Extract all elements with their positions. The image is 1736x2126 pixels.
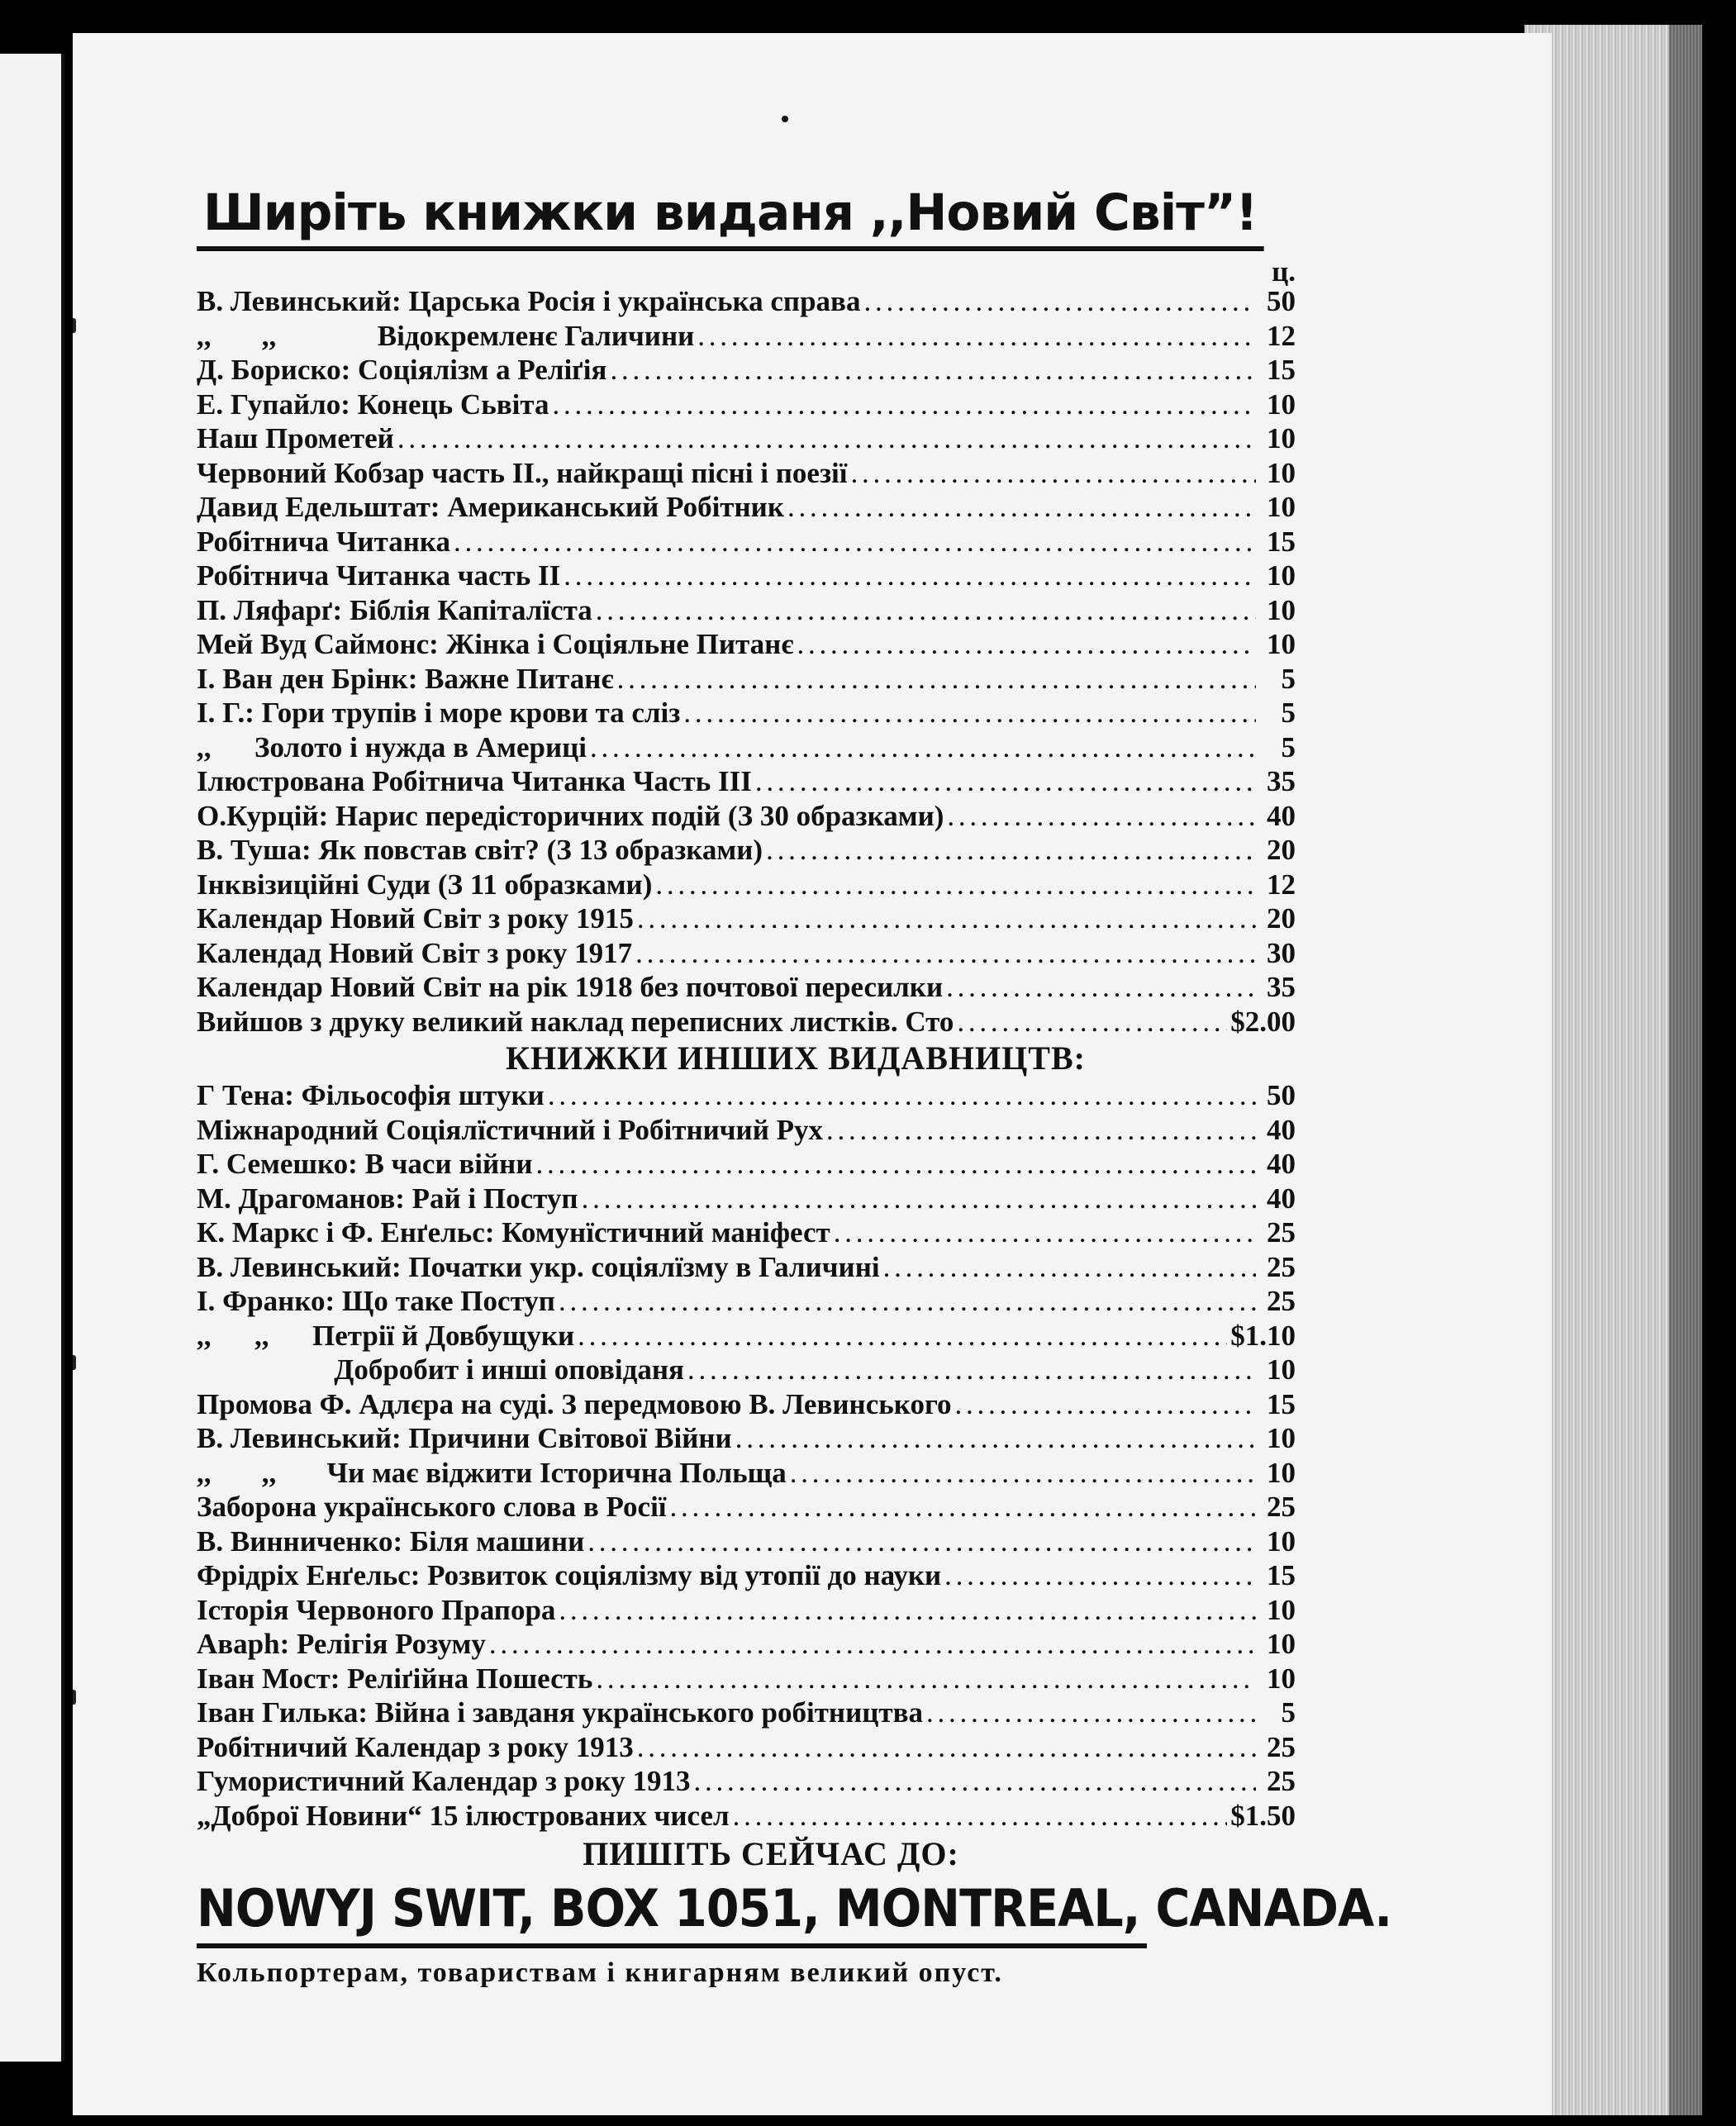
book-row [197,593,1296,628]
book-price: 5 [1281,662,1296,695]
book-price: 15 [1267,354,1296,386]
book-price: 15 [1267,1559,1296,1591]
dot-leader [536,1147,1257,1182]
book-price: 40 [1267,1148,1296,1180]
book-title: В. Левинський: Причини Світової Війни [197,1422,732,1454]
document-page [73,33,1552,2115]
book-price: 10 [1267,1662,1296,1695]
book-price: 20 [1267,834,1296,866]
book-title: Робітничий Календар з року 1913 [197,1730,634,1763]
dot-leader [559,1593,1256,1628]
book-price: 10 [1267,1456,1296,1489]
book-title: Д. Бориско: Соціялізм а Реліґія [197,354,607,386]
book-title: Інквізиційні Суди (З 11 образками) [197,868,653,901]
book-title: Мей Вуд Саймонс: Жінка і Соціяльне Питанє [197,628,794,660]
dot-leader [596,1662,1256,1696]
book-row [197,319,1296,354]
book-price: $1.10 [1230,1319,1296,1352]
book-row [197,1147,1296,1182]
book-row [197,1524,1296,1559]
book-title: В. Винниченко: Біля машини [197,1524,585,1558]
book-price: 10 [1267,491,1296,523]
dot-leader [610,353,1256,388]
book-title: Наш Прометей [197,422,394,454]
book-row [197,868,1296,902]
book-row [197,1558,1296,1593]
book-title: ,, ,, Петрії й Довбущуки [197,1319,575,1352]
mailing-address: NOWYJ SWIT, BOX 1051, MONTREAL, CANADA. [197,1874,1147,1948]
book-row [197,730,1296,765]
book-price: 50 [1267,1079,1296,1111]
book-title: Іван Гилька: Війна і завданя українського робітництва [197,1696,924,1729]
book-row [197,799,1296,834]
book-price: 10 [1267,628,1296,660]
book-title: Календар Новий Світ на рік 1918 без почтової пересилки [197,971,944,1003]
price-column-header: ц. [1272,255,1296,288]
book-title: Робітнича Читанка [197,525,451,558]
dot-leader [454,525,1256,559]
book-title: Історія Червоного Прапора [197,1593,556,1626]
book-row [197,1696,1296,1730]
book-row [197,1627,1296,1662]
book-title: Г Тена: Фільософія штуки [197,1079,545,1111]
book-title: П. Ляфарґ: Біблія Капіталїста [197,593,592,626]
book-row [197,1387,1296,1422]
dot-leader [946,970,1256,1005]
book-title: Аварh: Релігія Розуму [197,1628,486,1660]
book-row [197,1215,1296,1250]
dot-leader [552,388,1256,422]
book-row [197,1113,1296,1148]
book-price: 15 [1267,525,1296,558]
book-row [197,1353,1296,1387]
book-title: Календар Новий Світ з року 1915 [197,902,634,935]
dot-leader [582,1182,1256,1216]
book-title: Г. Семешко: В часи війни [197,1148,533,1180]
dot-leader [733,1799,1228,1833]
margin-mark [73,318,76,333]
dot-leader [735,1421,1256,1456]
advertisement [197,180,1392,1998]
write-now-heading: ПИШІТЬ СЕЙЧАС ДО: [583,1835,959,1872]
dot-leader [635,936,1256,971]
book-row [197,1182,1296,1216]
book-row [197,1456,1296,1491]
book-row [197,388,1296,422]
book-row [197,901,1296,936]
headline: Ширіть книжки виданя ,,Новий Світ”! [197,180,1264,251]
book-row [197,490,1296,525]
dot-leader [637,1730,1256,1765]
book-title: „Доброї Новини“ 15 ілюстрованих чисел [197,1799,730,1832]
book-price: 25 [1267,1216,1296,1248]
dot-leader [755,764,1256,799]
book-row [197,764,1296,799]
book-price: 10 [1267,1524,1296,1558]
book-price: 15 [1267,1387,1296,1420]
book-title: Червоний Кобзар часть II., найкращі пісні і поезії [197,456,848,489]
book-list [197,255,1296,1833]
book-row [197,559,1296,593]
book-price: 5 [1281,697,1296,729]
dot-leader [559,1284,1256,1319]
book-title: І. Франко: Що таке Поступ [197,1285,555,1317]
book-price: 10 [1267,1422,1296,1454]
book-title: ,, ,, Чи має віджити Історична Польща [197,1456,787,1489]
book-price: $1.50 [1230,1799,1296,1832]
book-title: М. Драгоманов: Рай і Поступ [197,1182,578,1215]
book-title: Заборона українського слова в Росії [197,1491,667,1523]
book-row [197,1764,1296,1799]
book-title: О.Курцій: Нарис передісторичних подій (З 30 образками) [197,799,944,832]
dot-leader [687,1353,1256,1387]
book-row [197,1662,1296,1696]
book-price: 30 [1267,936,1296,969]
book-row [197,1593,1296,1628]
dot-leader [697,319,1256,354]
dot-leader [944,1558,1256,1593]
book-row [197,1005,1296,1039]
dot-leader [548,1078,1256,1113]
book-price: 10 [1267,559,1296,592]
dot-leader [957,1005,1227,1039]
book-title: Давид Едельштат: Американський Робітник [197,491,784,523]
book-price: $2.00 [1230,1005,1296,1038]
book-title: В. Туша: Як повстав світ? (З 13 образками) [197,834,763,866]
book-title: ,, Золото і нужда в Америці [197,730,587,763]
book-title: В. Левинський: Царська Росія і українська справа [197,285,861,317]
book-title: К. Маркс і Ф. Енґельс: Комунїстичний маніфест [197,1216,830,1248]
book-title: Фрідріх Енґельс: Розвиток соціялізму від утопії до науки [197,1559,942,1591]
book-price: 25 [1267,1250,1296,1283]
book-title: Е. Гупайло: Конець Сьвіта [197,388,549,421]
dot-leader [766,833,1256,868]
book-row [197,1319,1296,1353]
dot-leader [787,490,1256,525]
book-price: 10 [1267,456,1296,489]
dot-leader [564,559,1256,593]
book-title: В. Левинський: Початки укр. соціялїзму в Галичині [197,1250,880,1283]
book-row [197,1284,1296,1319]
dot-leader [617,662,1256,697]
book-row [197,696,1296,730]
book-row [197,1730,1296,1765]
book-price: 10 [1267,1628,1296,1660]
book-row [197,456,1296,491]
book-price: 50 [1267,285,1296,317]
dot-leader [489,1627,1256,1662]
book-price: 10 [1267,422,1296,454]
book-title: Добробит і инші оповіданя [197,1353,684,1386]
dot-leader [590,730,1256,765]
book-price: 10 [1267,1353,1296,1386]
book-row [197,1078,1296,1113]
book-price: 25 [1267,1491,1296,1523]
dot-leader [826,1113,1256,1148]
dot-leader [797,627,1256,662]
book-price: 12 [1267,319,1296,352]
book-title: Робітнича Читанка часть II [197,559,561,592]
book-price: 40 [1267,799,1296,832]
dot-leader [587,1524,1256,1559]
dot-leader [790,1456,1256,1491]
book-title: Календад Новий Світ з року 1917 [197,936,633,969]
book-title: Вийшов з друку великий наклад переписних листків. Сто [197,1005,954,1038]
book-title: Іван Мост: Реліґійна Пошесть [197,1662,593,1695]
book-title: Міжнародний Соціялїстичний і Робітничий Рух [197,1113,823,1146]
book-price: 40 [1267,1182,1296,1215]
dot-leader [596,593,1256,628]
dot-leader [694,1764,1256,1799]
book-row [197,353,1296,388]
book-row [197,936,1296,971]
book-price: 12 [1267,868,1296,901]
dot-leader [926,1696,1256,1730]
book-price: 20 [1267,902,1296,935]
dot-leader [883,1250,1256,1285]
dot-leader [655,868,1256,902]
section-title: КНИЖКИ ИНШИХ ВИДАВНИЦТВ: [506,1039,1086,1077]
dot-leader [863,284,1256,319]
book-title: ,, ,, Відокремленє Галичини [197,319,695,352]
book-price: 25 [1267,1285,1296,1317]
book-title: І. Ван ден Брінк: Важне Питанє [197,662,614,695]
dot-leader [578,1319,1227,1353]
dot-leader [850,456,1256,491]
discount-note: Кольпортерам, товариствам і книгарням великий опуст. [197,1957,1003,1988]
book-price: 10 [1267,593,1296,626]
book-row [197,970,1296,1005]
ink-dot [782,116,788,122]
dot-leader [954,1387,1256,1422]
dot-leader [637,901,1256,936]
left-page-edge [0,54,64,2062]
book-row [197,421,1296,456]
book-row [197,833,1296,868]
dot-leader [397,421,1256,456]
dot-leader [834,1215,1256,1250]
book-price: 10 [1267,388,1296,421]
book-row [197,1490,1296,1524]
book-row [197,284,1296,319]
book-row [197,1421,1296,1456]
margin-mark [73,1355,76,1370]
book-row [197,627,1296,662]
book-title: І. Г.: Гори трупів і море крови та сліз [197,697,681,729]
book-price: 40 [1267,1113,1296,1146]
dot-leader [947,799,1256,834]
book-price: 5 [1281,1696,1296,1729]
book-price: 35 [1267,765,1296,797]
book-title: Гумористичний Календар з року 1913 [197,1765,691,1797]
book-price: 25 [1267,1730,1296,1763]
book-price: 10 [1267,1593,1296,1626]
book-row [197,1799,1296,1833]
book-row [197,525,1296,559]
book-price: 35 [1267,971,1296,1003]
book-price: 5 [1281,730,1296,763]
book-title: Промова Ф. Адлєра на суді. З передмовою В. Левинського [197,1387,952,1420]
book-row [197,1250,1296,1285]
dot-leader [683,696,1256,730]
book-row [197,662,1296,697]
margin-mark [73,1690,76,1705]
book-title: Ілюстрована Робітнича Читанка Часть III [197,765,752,797]
dot-leader [670,1490,1256,1524]
book-price: 25 [1267,1765,1296,1797]
